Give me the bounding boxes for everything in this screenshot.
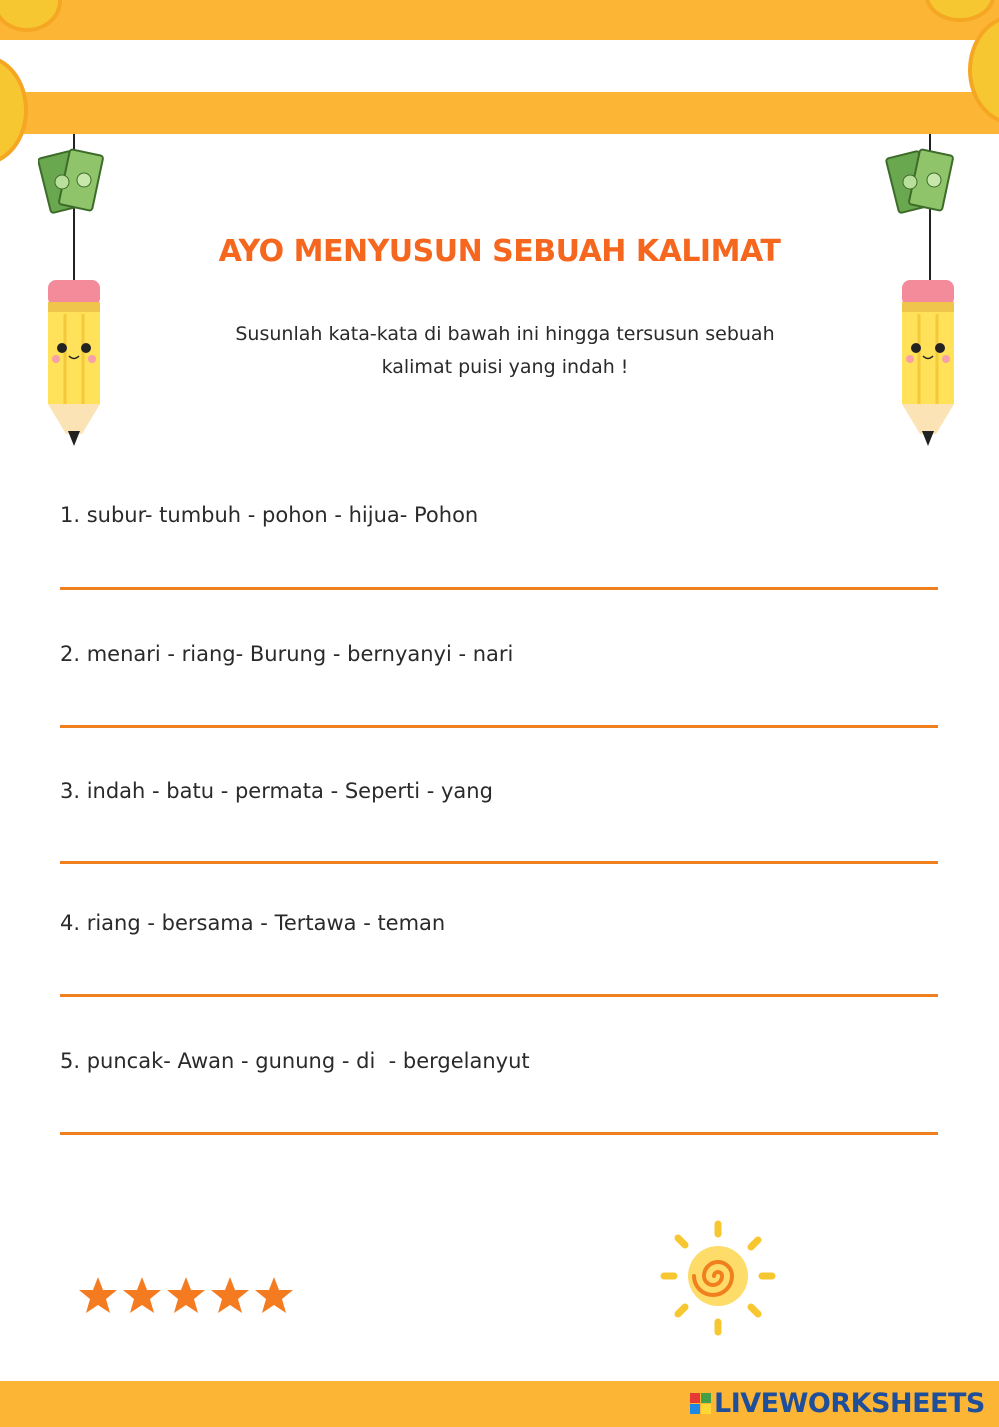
page-title: AYO MENYUSUN SEBUAH KALIMAT	[218, 234, 781, 269]
star-icon	[255, 1277, 293, 1313]
top-band	[0, 0, 999, 40]
middle-band	[0, 92, 999, 134]
star-icon	[79, 1277, 117, 1313]
answer-line-5[interactable]	[60, 1132, 938, 1135]
question-5: 5. puncak- Awan - gunung - di - bergelanyut	[60, 1049, 530, 1073]
answer-line-3[interactable]	[60, 861, 938, 864]
money-icon	[38, 149, 103, 213]
liveworksheets-logo-icon	[690, 1393, 711, 1414]
question-2: 2. menari - riang- Burung - bernyanyi - nari	[60, 642, 514, 666]
money-icon	[886, 149, 954, 213]
instruction-line: Susunlah kata-kata di bawah ini hingga tersusun sebuah	[235, 323, 775, 345]
left-hanging-decoration	[38, 134, 118, 450]
star-icon	[167, 1277, 205, 1313]
star-icon	[211, 1277, 249, 1313]
pencil-icon	[48, 280, 100, 446]
pencil-icon	[902, 280, 954, 446]
watermark-text: LIVEWORKSHEETS	[714, 1387, 985, 1419]
answer-line-4[interactable]	[60, 994, 938, 997]
coin-icon	[0, 55, 28, 165]
star-icon	[123, 1277, 161, 1313]
star-rating-decoration	[78, 1275, 298, 1319]
question-1: 1. subur- tumbuh - pohon - hijua- Pohon	[60, 503, 479, 527]
liveworksheets-watermark	[690, 1385, 985, 1421]
answer-line-2[interactable]	[60, 725, 938, 728]
answer-line-1[interactable]	[60, 587, 938, 590]
question-3: 3. indah - batu - permata - Seperti - yang	[60, 779, 493, 803]
right-hanging-decoration	[882, 134, 962, 450]
instruction-text	[170, 318, 840, 384]
sun-icon	[658, 1218, 778, 1338]
instruction-line: kalimat puisi yang indah !	[381, 356, 629, 378]
question-4: 4. riang - bersama - Tertawa - teman	[60, 911, 446, 935]
